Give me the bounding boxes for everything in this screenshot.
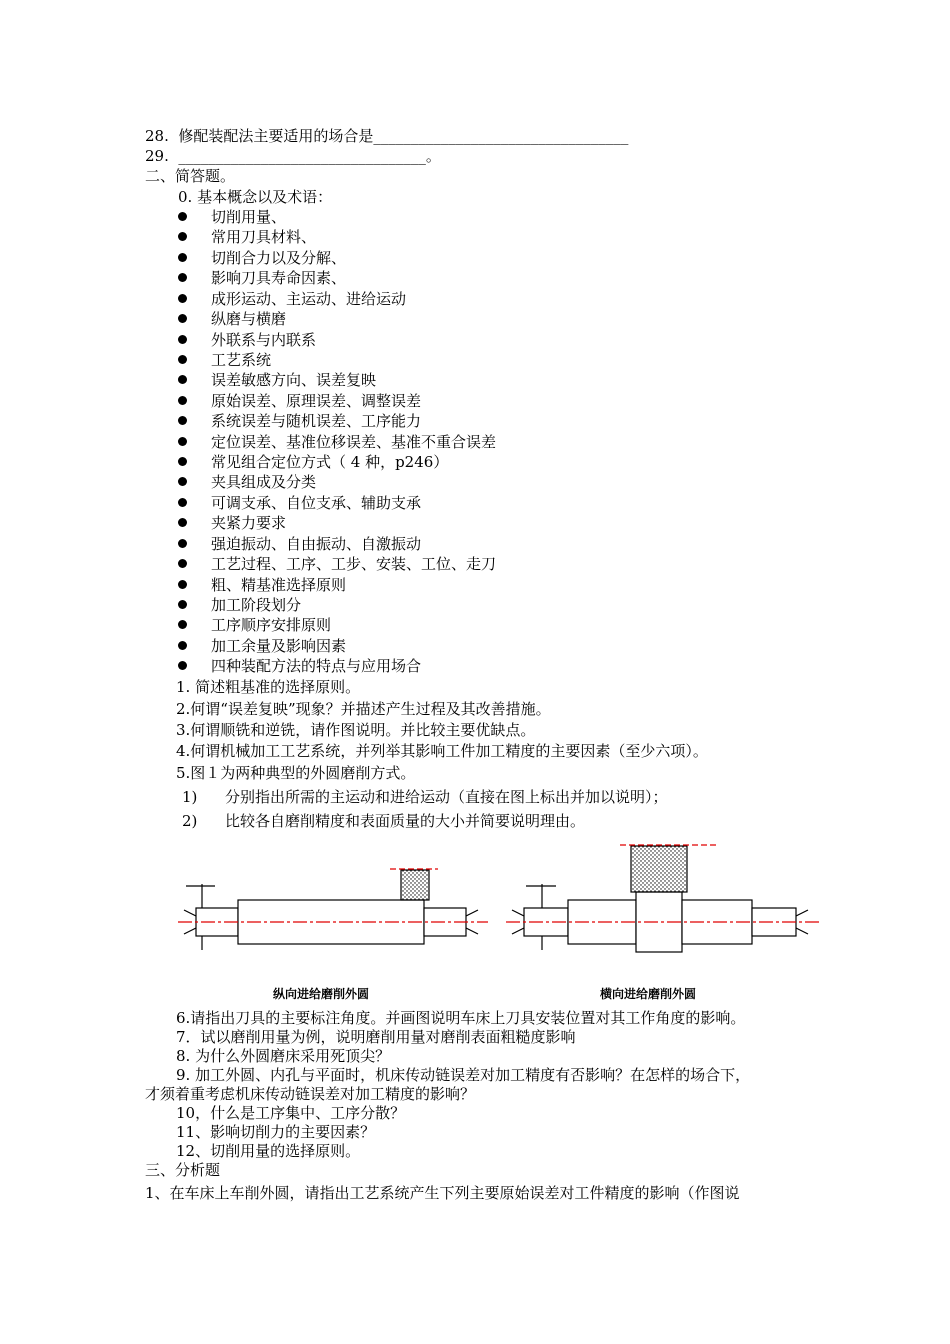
bullet-icon bbox=[178, 375, 187, 384]
question-28: 28. 修配装配法主要适用的场合是__________________________________ bbox=[145, 127, 629, 145]
list-item: 切削合力以及分解、 bbox=[178, 248, 346, 268]
bullet-icon bbox=[178, 477, 187, 486]
analysis-question-1: 1、在车床上车削外圆，请指出工艺系统产生下列主要原始误差对工件精度的影响（作图说 bbox=[145, 1184, 740, 1202]
bullet-icon bbox=[178, 518, 187, 527]
list-item: 影响刀具寿命因素、 bbox=[178, 268, 346, 288]
question-6: 6.请指出刀具的主要标注角度。并画图说明车床上刀具安装位置对其工作角度的影响。 bbox=[176, 1009, 746, 1027]
bullet-icon bbox=[178, 580, 187, 589]
list-item: 夹具组成及分类 bbox=[178, 472, 316, 492]
transverse-grinding-drawing bbox=[506, 845, 820, 952]
question-10: 10，什么是工序集中、工序分散？ bbox=[176, 1104, 406, 1122]
list-item: 可调支承、自位支承、辅助支承 bbox=[178, 493, 421, 513]
list-item: 工序顺序安排原则 bbox=[178, 615, 331, 635]
bullet-icon bbox=[178, 661, 187, 670]
section-3-heading: 三、分析题 bbox=[145, 1161, 221, 1179]
caption-right: 横向进给磨削外圆 bbox=[600, 987, 697, 1001]
bullet-icon bbox=[178, 232, 187, 241]
list-item: 强迫振动、自由振动、自激振动 bbox=[178, 534, 421, 554]
list-item: 夹紧力要求 bbox=[178, 513, 286, 533]
list-item: 纵磨与横磨 bbox=[178, 309, 286, 329]
bullet-icon bbox=[178, 253, 187, 262]
bullet-icon bbox=[178, 620, 187, 629]
concepts-title: 0. 基本概念以及术语： bbox=[178, 188, 333, 206]
bullet-icon bbox=[178, 437, 187, 446]
question-5: 5.图１为两种典型的外圆磨削方式。 bbox=[176, 764, 416, 782]
caption-left: 纵向进给磨削外圆 bbox=[273, 987, 370, 1001]
list-item: 外联系与内联系 bbox=[178, 330, 316, 350]
question-1: 1. 简述粗基准的选择原则。 bbox=[176, 678, 361, 696]
bullet-icon bbox=[178, 335, 187, 344]
question-11: 11、影响切削力的主要因素？ bbox=[176, 1123, 376, 1141]
question-8: 8. 为什么外圆磨床采用死顶尖？ bbox=[176, 1047, 391, 1065]
list-item: 误差敏感方向、误差复映 bbox=[178, 370, 376, 390]
longitudinal-grinding-drawing bbox=[178, 869, 488, 950]
bullet-icon bbox=[178, 212, 187, 221]
bullet-icon bbox=[178, 416, 187, 425]
list-item: 四种装配方法的特点与应用场合 bbox=[178, 656, 421, 676]
question-9: 9. 加工外圆、内孔与平面时，机床传动链误差对加工精度有否影响？在怎样的场合下， bbox=[176, 1066, 751, 1084]
list-item: 加工余量及影响因素 bbox=[178, 636, 346, 656]
list-item: 定位误差、基准位移误差、基准不重合误差 bbox=[178, 432, 496, 452]
list-item: 粗、精基准选择原则 bbox=[178, 575, 346, 595]
section-2-heading: 二、简答题。 bbox=[145, 167, 236, 185]
sub-question-2: 2) 比较各自磨削精度和表面质量的大小并简要说明理由。 bbox=[182, 812, 585, 830]
question-29: 29. _________________________________。 bbox=[145, 147, 441, 165]
bullet-icon bbox=[178, 294, 187, 303]
list-item: 系统误差与随机误差、工序能力 bbox=[178, 411, 421, 431]
list-item: 切削用量、 bbox=[178, 207, 286, 227]
bullet-icon bbox=[178, 314, 187, 323]
grinding-figure bbox=[170, 838, 830, 1010]
question-4: 4.何谓机械加工工艺系统，并列举其影响工件加工精度的主要因素（至少六项）。 bbox=[176, 742, 708, 760]
list-item: 常用刀具材料、 bbox=[178, 227, 316, 247]
question-3: 3.何谓顺铣和逆铣，请作图说明。并比较主要优缺点。 bbox=[176, 721, 536, 739]
list-item: 常见组合定位方式（ 4 种，p246） bbox=[178, 452, 448, 472]
question-2: 2.何谓“误差复映”现象？并描述产生过程及其改善措施。 bbox=[176, 700, 551, 718]
question-12: 12、切削用量的选择原则。 bbox=[176, 1142, 361, 1160]
bullet-icon bbox=[178, 641, 187, 650]
bullet-icon bbox=[178, 600, 187, 609]
grinding-diagram bbox=[170, 838, 830, 1010]
list-item: 加工阶段划分 bbox=[178, 595, 301, 615]
bullet-icon bbox=[178, 457, 187, 466]
bullet-icon bbox=[178, 273, 187, 282]
bullet-icon bbox=[178, 539, 187, 548]
question-9-continued: 才须着重考虑机床传动链误差对加工精度的影响？ bbox=[145, 1085, 476, 1103]
bullet-icon bbox=[178, 498, 187, 507]
bullet-icon bbox=[178, 355, 187, 364]
question-7: 7．试以磨削用量为例，说明磨削用量对磨削表面粗糙度影响 bbox=[176, 1028, 576, 1046]
bullet-icon bbox=[178, 559, 187, 568]
bullet-icon bbox=[178, 396, 187, 405]
sub-question-1: 1) 分别指出所需的主运动和进给运动（直接在图上标出并加以说明）； bbox=[182, 788, 668, 806]
list-item: 工艺系统 bbox=[178, 350, 271, 370]
list-item: 成形运动、主运动、进给运动 bbox=[178, 289, 406, 309]
list-item: 工艺过程、工序、工步、安装、工位、走刀 bbox=[178, 554, 496, 574]
list-item: 原始误差、原理误差、调整误差 bbox=[178, 391, 421, 411]
